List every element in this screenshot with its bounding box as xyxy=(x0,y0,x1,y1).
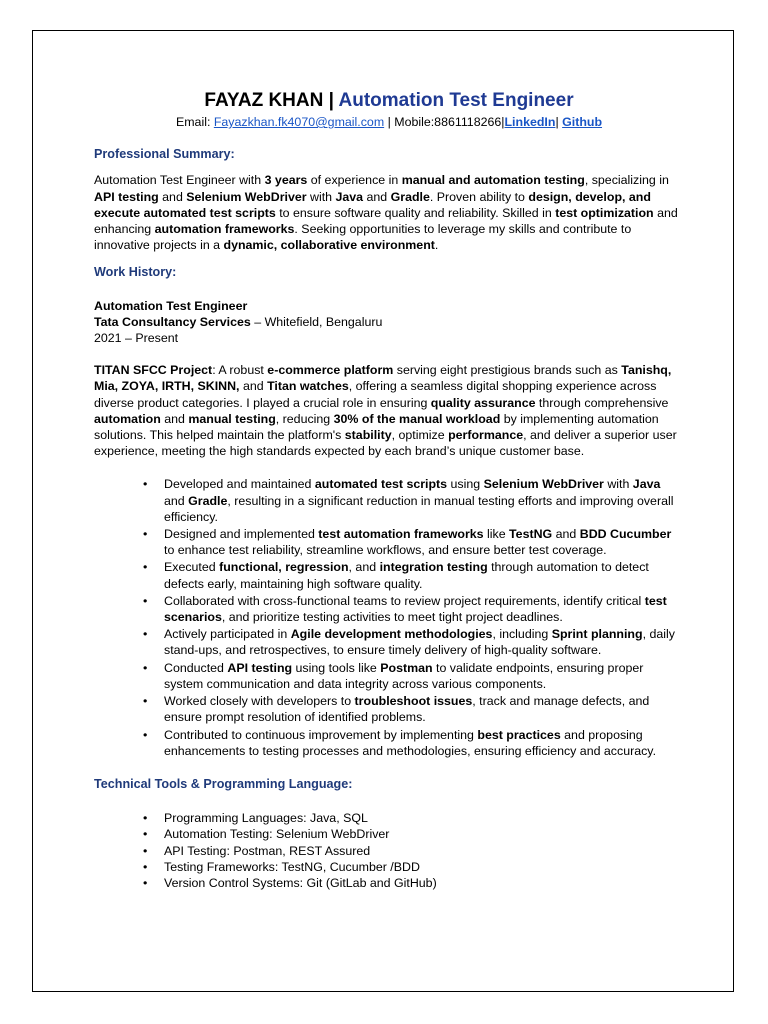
text-run: . Seeking opportunities to leverage my skills and contribute to innovative projects in a xyxy=(94,222,632,253)
text-run: , daily stand-ups, and retrospectives, to ensure timely delivery of high-quality software. xyxy=(164,627,675,658)
bold-text: integration testing xyxy=(379,560,488,575)
bold-text: Selenium WebDriver xyxy=(186,189,307,204)
text-run: , and deliver a superior user experience, meeting the high standards expected by each brand’s unique customer base. xyxy=(94,428,677,459)
bold-text: TestNG xyxy=(509,527,553,542)
bold-text: TITAN SFCC Project xyxy=(94,363,213,378)
bold-text: API testing xyxy=(94,189,159,204)
bold-text: test scenarios xyxy=(164,593,667,625)
job-dates: 2021 – Present xyxy=(94,331,179,346)
text-run: Developed and maintained xyxy=(164,477,315,492)
bold-text: design, develop, and execute automated test scripts xyxy=(94,189,651,220)
bullet-icon: • xyxy=(143,477,148,492)
bold-text: troubleshoot issues xyxy=(354,694,473,709)
bold-text: Agile development methodologies xyxy=(290,627,493,642)
text-run: , and xyxy=(348,560,380,575)
link-separator: | xyxy=(555,115,563,129)
bold-text: 3 years xyxy=(264,173,308,188)
tool-item-text: API Testing: Postman, REST Assured xyxy=(164,843,371,858)
job-entry xyxy=(94,298,684,347)
text-run: Conducted xyxy=(164,660,228,675)
bullet-icon: • xyxy=(143,694,148,709)
text-run: : A robust xyxy=(212,363,268,378)
tool-item-text: Programming Languages: Java, SQL xyxy=(164,811,368,826)
company-name: Tata Consultancy Services xyxy=(94,314,251,329)
bold-text: Selenium WebDriver xyxy=(483,477,604,492)
email-link[interactable]: Fayazkhan.fk4070@gmail.com xyxy=(213,115,385,129)
job-location: – Whitefield, Bengaluru xyxy=(250,314,383,329)
text-run: and xyxy=(363,189,391,204)
bullet-icon: • xyxy=(143,859,148,874)
bold-text: API testing xyxy=(227,660,293,675)
bold-text: BDD Cucumber xyxy=(579,527,672,542)
text-run: using tools like xyxy=(292,660,381,675)
bold-text: performance xyxy=(448,428,524,443)
summary-paragraph xyxy=(94,172,684,253)
tool-item-text: Version Control Systems: Git (GitLab and GitHub) xyxy=(164,875,437,890)
text-run: through automation to detect defects early, maintaining high software quality. xyxy=(164,560,649,591)
email-label: Email: xyxy=(175,115,214,129)
resume-page xyxy=(32,30,734,992)
text-run: to validate endpoints, ensuring proper system communication and data integrity across various components. xyxy=(164,660,644,691)
text-run: and xyxy=(552,527,580,542)
tool-item xyxy=(143,810,684,826)
text-run: , optimize xyxy=(391,428,449,443)
text-run: and proposing enhancements to testing processes and methodologies, ensuring efficiency and accuracy. xyxy=(164,727,657,758)
text-run: like xyxy=(483,527,510,542)
text-run: by implementing automation solutions. This helped maintain the platform's xyxy=(94,411,659,443)
text-run: Contributed to continuous improvement by implementing xyxy=(164,727,478,742)
tool-item-text: Testing Frameworks: TestNG, Cucumber /BDD xyxy=(164,859,420,874)
text-run: , offering a seamless digital shopping experience across diverse product categories. I played a crucial role in ensuring xyxy=(94,379,657,410)
bold-text: manual testing xyxy=(188,411,276,426)
project-description xyxy=(94,362,684,459)
resume-content xyxy=(94,89,684,891)
page-title xyxy=(94,89,684,113)
tools-list xyxy=(94,810,684,891)
bold-text: Tanishq, Mia, ZOYA, IRTH, SKINN, xyxy=(94,363,672,394)
text-run: , specializing in xyxy=(584,173,669,188)
bold-text: automated test scripts xyxy=(314,477,448,492)
list-item xyxy=(143,476,684,525)
bold-text: Java xyxy=(632,477,661,492)
bold-text: test automation frameworks xyxy=(318,527,484,542)
bold-text: Java xyxy=(335,189,364,204)
text-run: of experience in xyxy=(307,173,402,188)
text-run: with xyxy=(306,189,336,204)
tool-item xyxy=(143,826,684,842)
bold-text: Postman xyxy=(380,660,433,675)
bold-text: best practices xyxy=(477,727,561,742)
tool-item xyxy=(143,843,684,859)
tool-item-text: Automation Testing: Selenium WebDriver xyxy=(164,827,390,842)
bold-text: Sprint planning xyxy=(551,627,643,642)
list-item xyxy=(143,626,684,658)
text-run: . Proven ability to xyxy=(429,189,529,204)
bold-text: stability xyxy=(344,428,392,443)
bold-text: functional, regression xyxy=(219,560,349,575)
text-run: using xyxy=(447,477,484,492)
text-run: , reducing xyxy=(275,411,334,426)
text-run: Designed and implemented xyxy=(164,527,319,542)
bold-text: automation xyxy=(94,411,161,426)
bold-text: dynamic, collaborative environment xyxy=(223,238,435,253)
bold-text: Gradle xyxy=(188,493,228,508)
linkedin-link[interactable]: LinkedIn xyxy=(504,115,556,129)
summary-heading: Professional Summary: xyxy=(94,147,235,162)
text-run: and enhancing xyxy=(94,205,678,237)
text-run: and xyxy=(158,189,187,204)
bold-text: e-commerce platform xyxy=(267,363,394,378)
github-link[interactable]: Github xyxy=(562,115,603,129)
text-run: Automation Test Engineer with xyxy=(94,173,265,188)
candidate-name: FAYAZ KHAN xyxy=(204,90,324,111)
work-history-heading: Work History: xyxy=(94,265,177,280)
text-run: to ensure software quality and reliability. Skilled in xyxy=(275,205,556,220)
bold-text: quality assurance xyxy=(430,395,536,410)
text-run: to enhance test reliability, streamline workflows, and ensure better test coverage. xyxy=(164,543,607,558)
text-run: and xyxy=(164,493,189,508)
list-item xyxy=(143,693,684,725)
text-run: and xyxy=(239,379,268,394)
responsibilities-list xyxy=(94,476,684,758)
tool-item xyxy=(143,859,684,875)
text-run: Worked closely with developers to xyxy=(164,694,355,709)
bold-text: Gradle xyxy=(390,189,430,204)
bullet-icon: • xyxy=(143,727,148,742)
bullet-icon: • xyxy=(143,875,148,890)
bold-text: automation frameworks xyxy=(154,222,295,237)
job-title: Automation Test Engineer xyxy=(94,298,248,313)
bullet-icon: • xyxy=(143,811,148,826)
text-run: Actively participated in xyxy=(164,627,291,642)
candidate-role: Automation Test Engineer xyxy=(338,90,574,111)
text-run: , and prioritize testing activities to meet tight project deadlines. xyxy=(221,610,563,625)
text-run: Collaborated with cross-functional teams to review project requirements, identify critical xyxy=(164,593,645,608)
text-run: through comprehensive xyxy=(535,395,669,410)
list-item xyxy=(143,593,684,625)
bullet-icon: • xyxy=(143,593,148,608)
mobile-text: | Mobile:8861118266| xyxy=(384,115,505,129)
bullet-icon: • xyxy=(143,660,148,675)
text-run: , including xyxy=(492,627,552,642)
text-run: with xyxy=(603,477,633,492)
bullet-icon: • xyxy=(143,843,148,858)
bold-text: 30% of the manual workload xyxy=(333,411,501,426)
bullet-icon: • xyxy=(143,627,148,642)
text-run: . xyxy=(434,238,439,253)
bullet-icon: • xyxy=(143,827,148,842)
contact-line xyxy=(94,114,684,130)
text-run: , resulting in a significant reduction in manual testing efforts and improving overall efficiency. xyxy=(164,493,674,524)
bold-text: manual and automation testing xyxy=(401,173,585,188)
bullet-icon: • xyxy=(143,560,148,575)
list-item xyxy=(143,526,684,558)
bold-text: test optimization xyxy=(555,205,654,220)
tool-item xyxy=(143,875,684,891)
text-run: Executed xyxy=(164,560,220,575)
text-run: , track and manage defects, and ensure prompt resolution of identified problems. xyxy=(164,694,650,725)
bullet-icon: • xyxy=(143,527,148,542)
bold-text: Titan watches xyxy=(267,379,349,394)
text-run: serving eight prestigious brands such as xyxy=(393,363,622,378)
list-item xyxy=(143,660,684,692)
tools-heading: Technical Tools & Programming Language: xyxy=(94,776,353,791)
list-item xyxy=(143,727,684,759)
text-run: and xyxy=(160,411,189,426)
title-separator: | xyxy=(323,90,339,111)
list-item xyxy=(143,559,684,591)
